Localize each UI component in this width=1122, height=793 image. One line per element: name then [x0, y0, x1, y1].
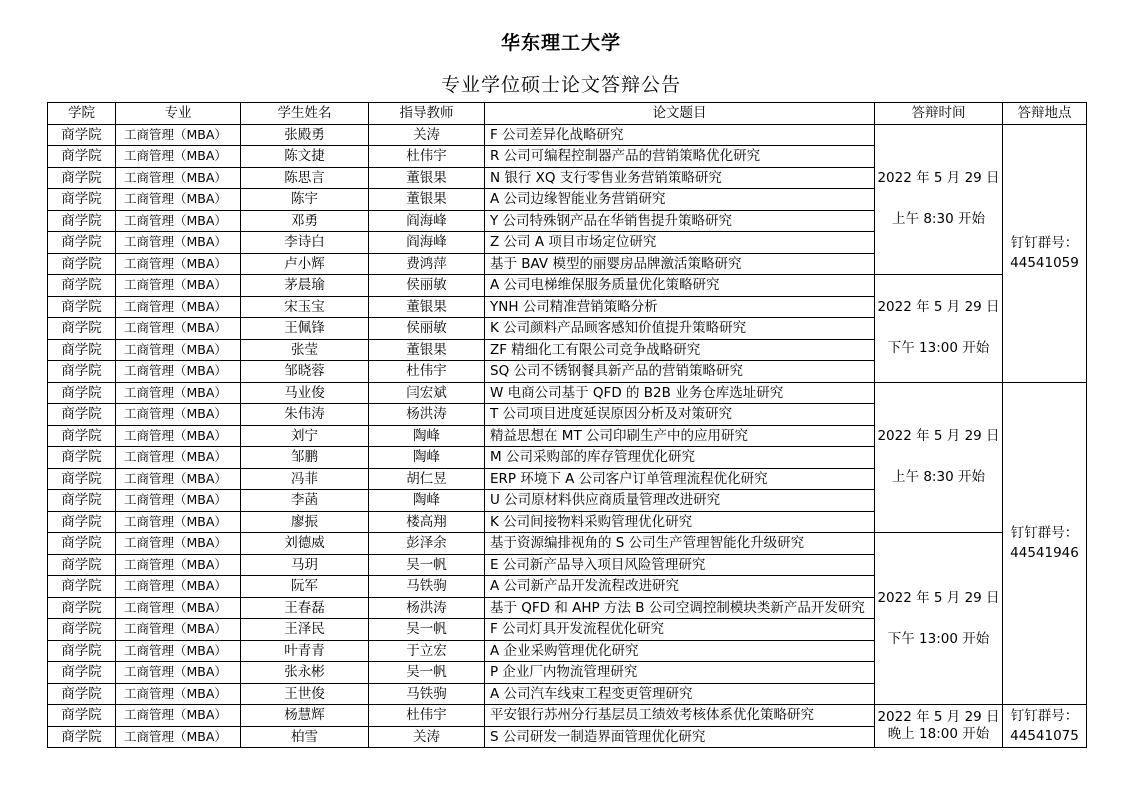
thesis-topic-cell: A 企业采购管理优化研究 — [485, 640, 875, 662]
student-name-cell: 朱伟涛 — [241, 404, 369, 426]
header-college: 学院 — [48, 103, 116, 125]
major-cell: 工商管理（MBA） — [116, 167, 241, 189]
college-cell: 商学院 — [48, 425, 116, 447]
major-cell: 工商管理（MBA） — [116, 232, 241, 254]
major-cell: 工商管理（MBA） — [116, 189, 241, 211]
table-header-row — [48, 103, 1087, 125]
student-name-cell: 王泽民 — [241, 619, 369, 641]
student-name-cell: 陈宇 — [241, 189, 369, 211]
thesis-topic-cell: P 企业厂内物流管理研究 — [485, 662, 875, 684]
major-cell: 工商管理（MBA） — [116, 726, 241, 748]
major-cell: 工商管理（MBA） — [116, 361, 241, 383]
major-cell: 工商管理（MBA） — [116, 318, 241, 340]
college-cell: 商学院 — [48, 576, 116, 598]
advisor-cell: 杜伟宇 — [369, 361, 485, 383]
major-cell: 工商管理（MBA） — [116, 576, 241, 598]
student-name-cell: 张永彬 — [241, 662, 369, 684]
thesis-topic-cell: N 银行 XQ 支行零售业务营销策略研究 — [485, 167, 875, 189]
announcement-title: 专业学位硕士论文答辩公告 — [440, 74, 681, 96]
header-topic: 论文题目 — [485, 103, 875, 125]
college-cell: 商学院 — [48, 124, 116, 146]
major-cell: 工商管理（MBA） — [116, 447, 241, 469]
defense-start-time: 下午 13:00 开始 — [887, 340, 990, 357]
dingtalk-group-id: 44541946 — [1010, 544, 1079, 561]
advisor-cell: 彭泽余 — [369, 533, 485, 555]
advisor-cell: 关涛 — [369, 726, 485, 748]
major-cell: 工商管理（MBA） — [116, 619, 241, 641]
thesis-topic-cell: U 公司原材料供应商质量管理改进研究 — [485, 490, 875, 512]
student-name-cell: 马业俊 — [241, 382, 369, 404]
table-body — [48, 124, 1087, 748]
advisor-cell: 于立宏 — [369, 640, 485, 662]
defense-start-time: 晚上 18:00 开始 — [887, 726, 990, 742]
thesis-topic-cell: SQ 公司不锈钢餐具新产品的营销策略研究 — [485, 361, 875, 383]
defense-date: 2022 年 5 月 29 日 — [877, 299, 1000, 316]
thesis-topic-cell: F 公司差异化战略研究 — [485, 124, 875, 146]
major-cell: 工商管理（MBA） — [116, 146, 241, 168]
thesis-topic-cell: E 公司新产品导入项目风险管理研究 — [485, 554, 875, 576]
advisor-cell: 陶峰 — [369, 490, 485, 512]
major-cell: 工商管理（MBA） — [116, 404, 241, 426]
college-cell: 商学院 — [48, 726, 116, 748]
advisor-cell: 吴一帆 — [369, 662, 485, 684]
thesis-topic-cell: M 公司采购部的库存管理优化研究 — [485, 447, 875, 469]
advisor-cell: 阎海峰 — [369, 232, 485, 254]
major-cell: 工商管理（MBA） — [116, 640, 241, 662]
major-cell: 工商管理（MBA） — [116, 339, 241, 361]
dingtalk-group-id: 44541059 — [1010, 254, 1079, 271]
major-cell: 工商管理（MBA） — [116, 382, 241, 404]
advisor-cell: 董银果 — [369, 189, 485, 211]
college-cell: 商学院 — [48, 318, 116, 340]
college-cell: 商学院 — [48, 253, 116, 275]
college-cell: 商学院 — [48, 468, 116, 490]
thesis-topic-cell: F 公司灯具开发流程优化研究 — [485, 619, 875, 641]
advisor-cell: 关涛 — [369, 124, 485, 146]
college-cell: 商学院 — [48, 705, 116, 727]
college-cell: 商学院 — [48, 447, 116, 469]
advisor-cell: 杜伟宇 — [369, 146, 485, 168]
college-cell: 商学院 — [48, 339, 116, 361]
major-cell: 工商管理（MBA） — [116, 533, 241, 555]
major-cell: 工商管理（MBA） — [116, 662, 241, 684]
dingtalk-group-label: 钉钉群号： — [1010, 234, 1079, 251]
college-cell: 商学院 — [48, 640, 116, 662]
table-row — [48, 275, 1087, 297]
thesis-topic-cell: 精益思想在 MT 公司印刷生产中的应用研究 — [485, 425, 875, 447]
defense-schedule-table — [47, 102, 1087, 748]
student-name-cell: 刘宁 — [241, 425, 369, 447]
advisor-cell: 楼高翔 — [369, 511, 485, 533]
defense-start-time: 上午 8:30 开始 — [892, 211, 985, 228]
defense-place-cell — [1003, 705, 1087, 748]
advisor-cell: 侯丽敏 — [369, 275, 485, 297]
header-time: 答辩时间 — [875, 103, 1003, 125]
defense-date: 2022 年 5 月 29 日 — [877, 428, 1000, 445]
thesis-topic-cell: A 公司电梯维保服务质量优化策略研究 — [485, 275, 875, 297]
thesis-topic-cell: S 公司研发一制造界面管理优化研究 — [485, 726, 875, 748]
major-cell: 工商管理（MBA） — [116, 705, 241, 727]
student-name-cell: 邓勇 — [241, 210, 369, 232]
advisor-cell: 董银果 — [369, 296, 485, 318]
defense-time-cell — [875, 275, 1003, 383]
college-cell: 商学院 — [48, 210, 116, 232]
college-cell: 商学院 — [48, 490, 116, 512]
major-cell: 工商管理（MBA） — [116, 490, 241, 512]
defense-start-time: 上午 8:30 开始 — [892, 469, 985, 486]
student-name-cell: 阮军 — [241, 576, 369, 598]
thesis-topic-cell: YNH 公司精准营销策略分析 — [485, 296, 875, 318]
student-name-cell: 卢小辉 — [241, 253, 369, 275]
college-cell: 商学院 — [48, 167, 116, 189]
advisor-cell: 马铁驹 — [369, 683, 485, 705]
student-name-cell: 马玥 — [241, 554, 369, 576]
advisor-cell: 董银果 — [369, 339, 485, 361]
college-cell: 商学院 — [48, 361, 116, 383]
major-cell: 工商管理（MBA） — [116, 597, 241, 619]
college-cell: 商学院 — [48, 404, 116, 426]
college-cell: 商学院 — [48, 146, 116, 168]
thesis-topic-cell: 基于 QFD 和 AHP 方法 B 公司空调控制模块类新产品开发研究 — [485, 597, 875, 619]
defense-date: 2022 年 5 月 29 日 — [877, 709, 1000, 725]
thesis-topic-cell: 基于资源编排视角的 S 公司生产管理智能化升级研究 — [485, 533, 875, 555]
major-cell: 工商管理（MBA） — [116, 511, 241, 533]
table-row — [48, 533, 1087, 555]
thesis-topic-cell: K 公司间接物料采购管理优化研究 — [485, 511, 875, 533]
college-cell: 商学院 — [48, 296, 116, 318]
header-student: 学生姓名 — [241, 103, 369, 125]
college-cell: 商学院 — [48, 619, 116, 641]
advisor-cell: 杨洪涛 — [369, 597, 485, 619]
student-name-cell: 叶青青 — [241, 640, 369, 662]
student-name-cell: 王佩锋 — [241, 318, 369, 340]
college-cell: 商学院 — [48, 511, 116, 533]
major-cell: 工商管理（MBA） — [116, 253, 241, 275]
major-cell: 工商管理（MBA） — [116, 683, 241, 705]
major-cell: 工商管理（MBA） — [116, 275, 241, 297]
college-cell: 商学院 — [48, 189, 116, 211]
student-name-cell: 茅晨瑜 — [241, 275, 369, 297]
defense-date: 2022 年 5 月 29 日 — [877, 589, 1000, 606]
thesis-topic-cell: Y 公司特殊钢产品在华销售提升策略研究 — [485, 210, 875, 232]
student-name-cell: 杨慧辉 — [241, 705, 369, 727]
student-name-cell: 陈文捷 — [241, 146, 369, 168]
student-name-cell: 王世俊 — [241, 683, 369, 705]
student-name-cell: 李菡 — [241, 490, 369, 512]
thesis-topic-cell: R 公司可编程控制器产品的营销策略优化研究 — [485, 146, 875, 168]
thesis-topic-cell: T 公司项目进度延误原因分析及对策研究 — [485, 404, 875, 426]
college-cell: 商学院 — [48, 597, 116, 619]
defense-place-cell — [1003, 382, 1087, 705]
advisor-cell: 陶峰 — [369, 447, 485, 469]
thesis-topic-cell: ZF 精细化工有限公司竞争战略研究 — [485, 339, 875, 361]
student-name-cell: 王春磊 — [241, 597, 369, 619]
major-cell: 工商管理（MBA） — [116, 468, 241, 490]
thesis-topic-cell: 平安银行苏州分行基层员工绩效考核体系优化策略研究 — [485, 705, 875, 727]
college-cell: 商学院 — [48, 554, 116, 576]
student-name-cell: 宋玉宝 — [241, 296, 369, 318]
student-name-cell: 邹鹏 — [241, 447, 369, 469]
student-name-cell: 冯菲 — [241, 468, 369, 490]
thesis-topic-cell: 基于 BAV 模型的丽婴房品牌激活策略研究 — [485, 253, 875, 275]
thesis-topic-cell: A 公司边缘智能业务营销研究 — [485, 189, 875, 211]
defense-date: 2022 年 5 月 29 日 — [877, 170, 1000, 187]
advisor-cell: 费鸿萍 — [369, 253, 485, 275]
college-cell: 商学院 — [48, 275, 116, 297]
header-place: 答辩地点 — [1003, 103, 1087, 125]
table-row — [48, 124, 1087, 146]
student-name-cell: 陈思言 — [241, 167, 369, 189]
defense-time-cell — [875, 533, 1003, 705]
student-name-cell: 邹晓蓉 — [241, 361, 369, 383]
college-cell: 商学院 — [48, 533, 116, 555]
header-major: 专业 — [116, 103, 241, 125]
advisor-cell: 杜伟宇 — [369, 705, 485, 727]
defense-start-time: 下午 13:00 开始 — [887, 630, 990, 647]
dingtalk-group-id: 44541075 — [1010, 727, 1079, 744]
college-cell: 商学院 — [48, 232, 116, 254]
major-cell: 工商管理（MBA） — [116, 210, 241, 232]
college-cell: 商学院 — [48, 662, 116, 684]
header-advisor: 指导教师 — [369, 103, 485, 125]
major-cell: 工商管理（MBA） — [116, 425, 241, 447]
table-row — [48, 382, 1087, 404]
advisor-cell: 吴一帆 — [369, 554, 485, 576]
defense-time-cell — [875, 382, 1003, 533]
thesis-topic-cell: W 电商公司基于 QFD 的 B2B 业务仓库选址研究 — [485, 382, 875, 404]
thesis-topic-cell: K 公司颜料产品顾客感知价值提升策略研究 — [485, 318, 875, 340]
advisor-cell: 杨洪涛 — [369, 404, 485, 426]
thesis-topic-cell: A 公司汽车线束工程变更管理研究 — [485, 683, 875, 705]
student-name-cell: 刘德威 — [241, 533, 369, 555]
advisor-cell: 闫宏斌 — [369, 382, 485, 404]
defense-time-cell — [875, 705, 1003, 748]
defense-time-cell — [875, 124, 1003, 275]
advisor-cell: 阎海峰 — [369, 210, 485, 232]
thesis-topic-cell: A 公司新产品开发流程改进研究 — [485, 576, 875, 598]
student-name-cell: 廖振 — [241, 511, 369, 533]
dingtalk-group-label: 钉钉群号： — [1010, 707, 1079, 724]
thesis-topic-cell: Z 公司 A 项目市场定位研究 — [485, 232, 875, 254]
student-name-cell: 张殿勇 — [241, 124, 369, 146]
major-cell: 工商管理（MBA） — [116, 554, 241, 576]
college-cell: 商学院 — [48, 683, 116, 705]
student-name-cell: 张莹 — [241, 339, 369, 361]
advisor-cell: 胡仁昱 — [369, 468, 485, 490]
major-cell: 工商管理（MBA） — [116, 296, 241, 318]
student-name-cell: 柏雪 — [241, 726, 369, 748]
thesis-topic-cell: ERP 环境下 A 公司客户订单管理流程优化研究 — [485, 468, 875, 490]
advisor-cell: 董银果 — [369, 167, 485, 189]
major-cell: 工商管理（MBA） — [116, 124, 241, 146]
advisor-cell: 侯丽敏 — [369, 318, 485, 340]
university-title: 华东理工大学 — [500, 32, 621, 54]
table-row — [48, 705, 1087, 727]
advisor-cell: 吴一帆 — [369, 619, 485, 641]
advisor-cell: 马铁驹 — [369, 576, 485, 598]
defense-place-cell — [1003, 124, 1087, 382]
college-cell: 商学院 — [48, 382, 116, 404]
advisor-cell: 陶峰 — [369, 425, 485, 447]
student-name-cell: 李诗白 — [241, 232, 369, 254]
dingtalk-group-label: 钉钉群号： — [1010, 524, 1079, 541]
